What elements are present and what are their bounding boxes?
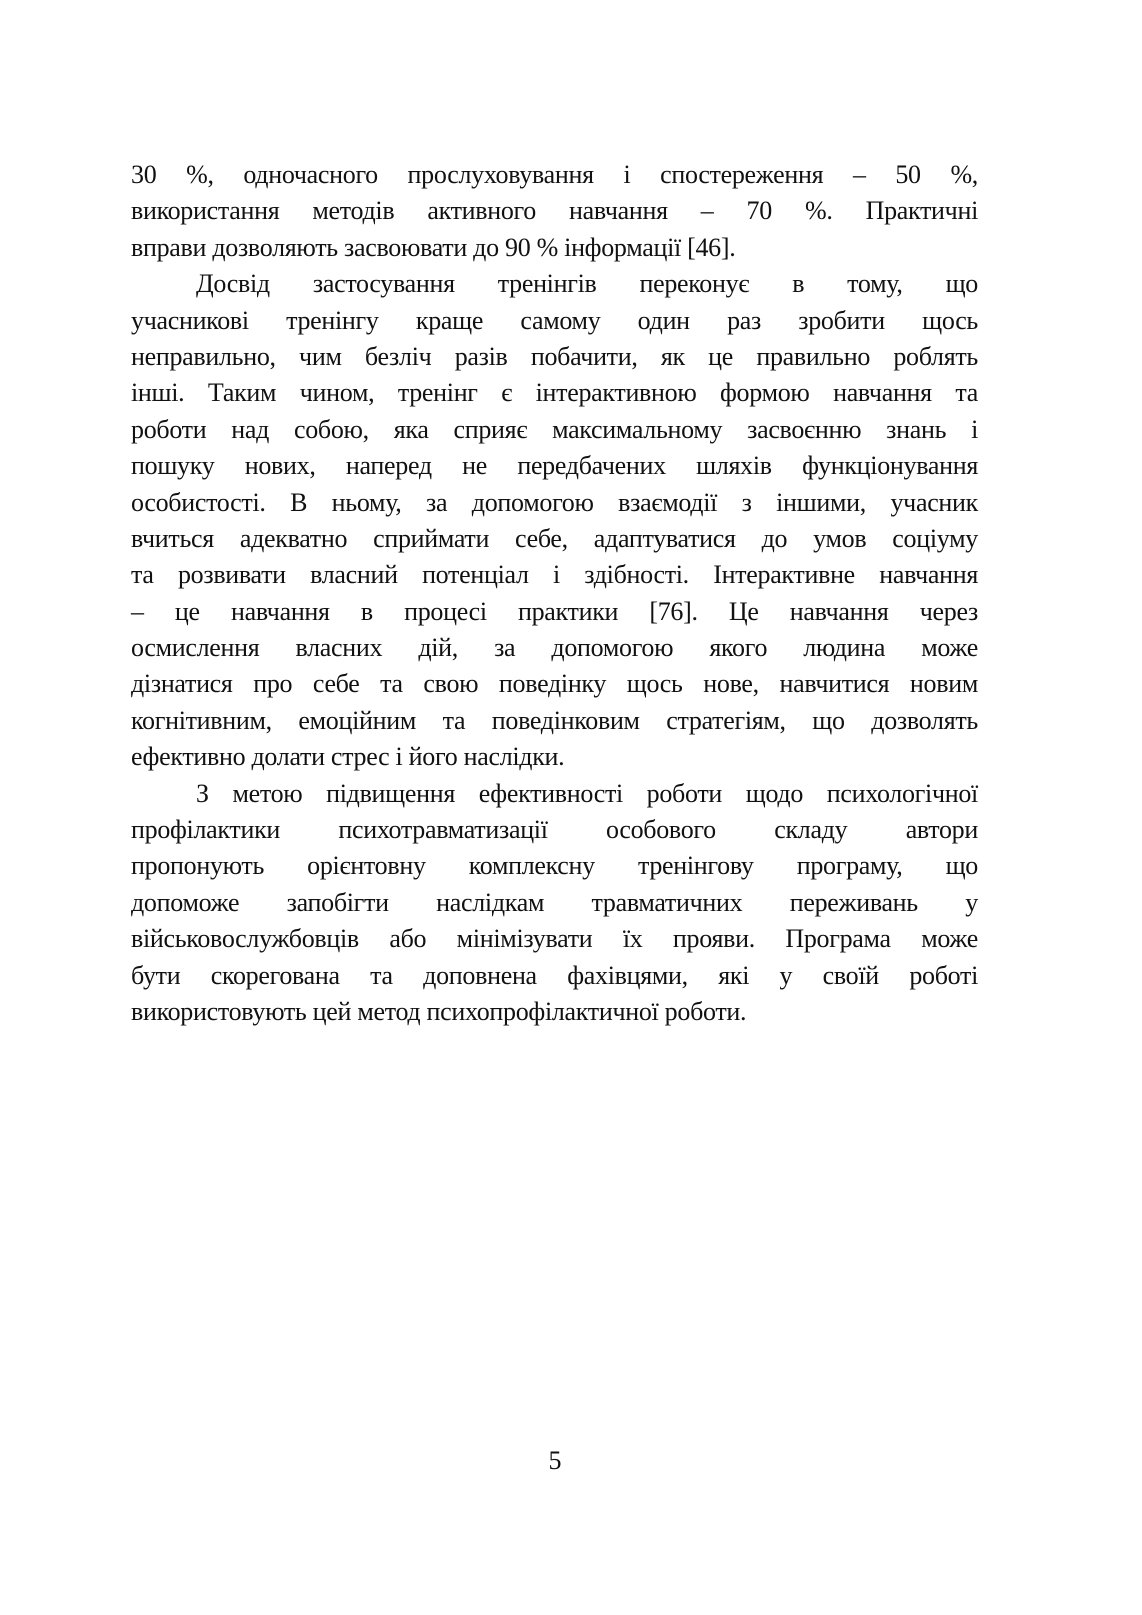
body-text (131, 157, 978, 1030)
text-line: пропонують орієнтовну комплексну тренінгову програму, що (131, 851, 978, 881)
text-line: військовослужбовців або мінімізувати їх прояви. Програма може (131, 924, 978, 954)
text-line: пошуку нових, наперед не передбачених шляхів функціонування (131, 451, 978, 481)
text-line: 30 %, одночасного прослуховування і спостереження – 50 %, (131, 160, 978, 189)
text-line: допоможе запобігти наслідкам травматичних переживань у (131, 887, 978, 917)
paragraph-2 (131, 266, 978, 775)
text-line: дізнатися про себе та свою поведінку щось нове, навчитися новим (131, 669, 978, 699)
paragraph-3 (131, 776, 978, 1031)
text-line: осмислення власних дій, за допомогою якого людина може (131, 633, 978, 663)
text-line: вправи дозволяють засвоювати до 90 % інформації [46]. (131, 232, 736, 262)
text-line: когнітивним, емоційним та поведінковим стратегіям, що дозволять (131, 705, 978, 735)
text-line: роботи над собою, яка сприяє максимальному засвоєнню знань і (131, 414, 978, 444)
text-line: використання методів активного навчання – 70 %. Практичні (131, 196, 978, 226)
text-line: бути скорегована та доповнена фахівцями, які у своїй роботі (131, 960, 978, 990)
text-line: особистості. В ньому, за допомогою взаємодії з іншими, учасник (131, 487, 978, 517)
text-line: профілактики психотравматизації особового складу автори (131, 815, 978, 845)
text-line: та розвивати власний потенціал і здібності. Інтерактивне навчання (131, 560, 978, 590)
text-line: ефективно долати стрес і його наслідки. (131, 742, 565, 772)
text-line: неправильно, чим безліч разів побачити, як це правильно роблять (131, 341, 978, 371)
text-line: учасникові тренінгу краще самому один раз зробити щось (131, 305, 978, 335)
text-line: інші. Таким чином, тренінг є інтерактивною формою навчання та (131, 378, 978, 408)
paragraph-1 (131, 157, 978, 266)
text-line: – це навчання в процесі практики [76]. Це навчання через (131, 596, 978, 626)
text-line: Досвід застосування тренінгів переконує в тому, що (196, 269, 978, 299)
text-line: використовують цей метод психопрофілактичної роботи. (131, 996, 747, 1026)
page-number: 5 (548, 1446, 562, 1475)
text-line: вчиться адекватно сприймати себе, адаптуватися до умов соціуму (131, 523, 978, 553)
text-line: З метою підвищення ефективності роботи щодо психологічної (196, 778, 978, 808)
